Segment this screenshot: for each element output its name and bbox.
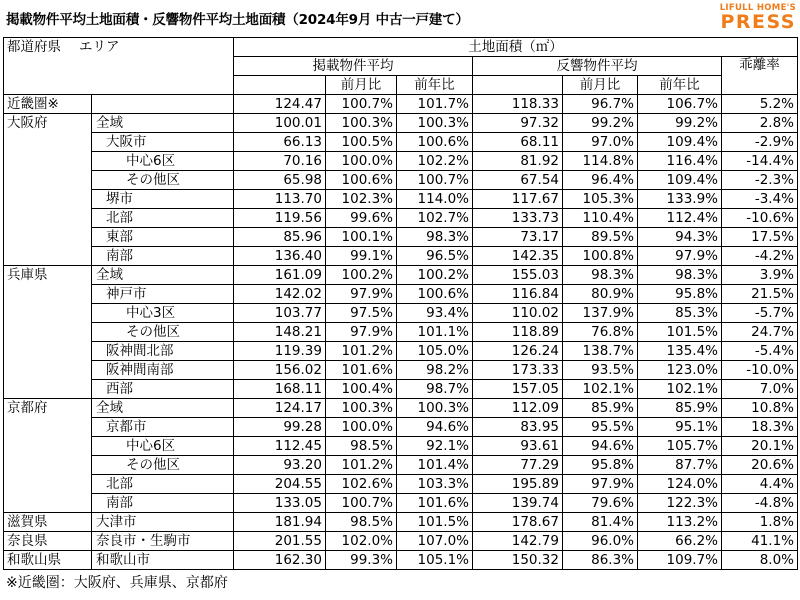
area-cell: 北部 <box>92 209 234 228</box>
listed-avg-cell: 100.01 <box>234 114 326 133</box>
listed-yoy-cell: 96.5% <box>397 247 473 266</box>
response-mom-cell: 110.4% <box>563 209 638 228</box>
header-row-3 <box>4 76 798 95</box>
listed-avg-cell: 65.98 <box>234 171 326 190</box>
header-blank-2 <box>4 76 234 95</box>
listed-avg-cell: 112.45 <box>234 437 326 456</box>
prefecture-cell <box>4 342 92 361</box>
listed-avg-cell: 85.96 <box>234 228 326 247</box>
listed-yoy-cell: 102.7% <box>397 209 473 228</box>
response-yoy-cell: 94.3% <box>638 228 722 247</box>
listed-mom-cell: 98.5% <box>326 513 397 532</box>
prefecture-cell <box>4 437 92 456</box>
prefecture-cell: 和歌山県 <box>4 551 92 570</box>
listed-mom-cell: 100.6% <box>326 171 397 190</box>
response-avg-cell: 73.17 <box>473 228 563 247</box>
listed-mom-cell: 100.7% <box>326 494 397 513</box>
divergence-cell: 17.5% <box>722 228 798 247</box>
response-mom-cell: 96.7% <box>563 95 638 114</box>
listed-avg-cell: 124.17 <box>234 399 326 418</box>
prefecture-cell: 奈良県 <box>4 532 92 551</box>
listed-yoy-cell: 101.5% <box>397 513 473 532</box>
response-avg-cell: 142.35 <box>473 247 563 266</box>
area-cell: 北部 <box>92 475 234 494</box>
listed-avg-cell: 201.55 <box>234 532 326 551</box>
table-row <box>4 380 798 399</box>
header-response: 反響物件平均 <box>473 57 722 76</box>
prefecture-cell: 滋賀県 <box>4 513 92 532</box>
response-avg-cell: 155.03 <box>473 266 563 285</box>
response-yoy-cell: 109.7% <box>638 551 722 570</box>
response-avg-cell: 81.92 <box>473 152 563 171</box>
listed-avg-cell: 133.05 <box>234 494 326 513</box>
response-mom-cell: 137.9% <box>563 304 638 323</box>
area-cell: 中心6区 <box>92 152 234 171</box>
response-mom-cell: 100.8% <box>563 247 638 266</box>
listed-mom-cell: 100.2% <box>326 266 397 285</box>
response-yoy-cell: 102.1% <box>638 380 722 399</box>
response-avg-cell: 93.61 <box>473 437 563 456</box>
prefecture-cell <box>4 228 92 247</box>
listed-mom-cell: 102.3% <box>326 190 397 209</box>
table-row <box>4 304 798 323</box>
page-title: 掲載物件平均土地面積・反響物件平均土地面積（2024年9月 中古一戸建て） <box>6 12 469 28</box>
area-cell: 全域 <box>92 114 234 133</box>
prefecture-cell <box>4 323 92 342</box>
divergence-cell: 10.8% <box>722 399 798 418</box>
response-avg-cell: 142.79 <box>473 532 563 551</box>
header-listed: 掲載物件平均 <box>234 57 473 76</box>
table-row <box>4 437 798 456</box>
footnote: ※近畿圏：大阪府、兵庫県、京都府 <box>6 575 228 591</box>
response-avg-cell: 116.84 <box>473 285 563 304</box>
response-yoy-cell: 95.1% <box>638 418 722 437</box>
listed-yoy-cell: 100.6% <box>397 285 473 304</box>
divergence-cell: -10.6% <box>722 209 798 228</box>
area-cell: 中心6区 <box>92 437 234 456</box>
area-cell: 南部 <box>92 494 234 513</box>
response-avg-cell: 126.24 <box>473 342 563 361</box>
listed-mom-cell: 102.6% <box>326 475 397 494</box>
listed-avg-cell: 204.55 <box>234 475 326 494</box>
response-yoy-cell: 105.7% <box>638 437 722 456</box>
listed-avg-cell: 162.30 <box>234 551 326 570</box>
response-yoy-cell: 85.9% <box>638 399 722 418</box>
lifull-press-logo <box>700 3 796 32</box>
response-mom-cell: 97.9% <box>563 475 638 494</box>
response-avg-cell: 195.89 <box>473 475 563 494</box>
listed-yoy-cell: 101.1% <box>397 323 473 342</box>
listed-yoy-cell: 100.7% <box>397 171 473 190</box>
response-yoy-cell: 109.4% <box>638 133 722 152</box>
divergence-cell: -4.2% <box>722 247 798 266</box>
divergence-cell: -5.7% <box>722 304 798 323</box>
table-row <box>4 114 798 133</box>
area-cell: 中心3区 <box>92 304 234 323</box>
divergence-cell: -2.3% <box>722 171 798 190</box>
area-cell: 神戸市 <box>92 285 234 304</box>
response-avg-cell: 118.89 <box>473 323 563 342</box>
table-row <box>4 133 798 152</box>
table-row <box>4 456 798 475</box>
response-mom-cell: 85.9% <box>563 399 638 418</box>
header-response-yoy: 前年比 <box>638 76 722 95</box>
listed-mom-cell: 100.4% <box>326 380 397 399</box>
response-avg-cell: 68.11 <box>473 133 563 152</box>
listed-yoy-cell: 100.6% <box>397 133 473 152</box>
divergence-cell: -5.4% <box>722 342 798 361</box>
table-row <box>4 418 798 437</box>
table-row <box>4 399 798 418</box>
response-yoy-cell: 66.2% <box>638 532 722 551</box>
listed-yoy-cell: 101.4% <box>397 456 473 475</box>
table-row <box>4 532 798 551</box>
listed-avg-cell: 136.40 <box>234 247 326 266</box>
prefecture-cell <box>4 190 92 209</box>
listed-mom-cell: 101.2% <box>326 456 397 475</box>
response-yoy-cell: 98.3% <box>638 266 722 285</box>
divergence-cell: 8.0% <box>722 551 798 570</box>
area-cell: 堺市 <box>92 190 234 209</box>
table-row <box>4 551 798 570</box>
response-avg-cell: 83.95 <box>473 418 563 437</box>
table-row <box>4 342 798 361</box>
listed-yoy-cell: 94.6% <box>397 418 473 437</box>
listed-avg-cell: 142.02 <box>234 285 326 304</box>
header-row-2 <box>4 57 798 76</box>
divergence-cell: 41.1% <box>722 532 798 551</box>
table-row <box>4 494 798 513</box>
prefecture-cell: 大阪府 <box>4 114 92 133</box>
prefecture-cell <box>4 361 92 380</box>
response-mom-cell: 89.5% <box>563 228 638 247</box>
response-avg-cell: 150.32 <box>473 551 563 570</box>
listed-mom-cell: 100.3% <box>326 114 397 133</box>
header-divergence: 乖離率 <box>722 57 798 95</box>
listed-mom-cell: 97.5% <box>326 304 397 323</box>
area-cell: 和歌山市 <box>92 551 234 570</box>
divergence-cell: -10.0% <box>722 361 798 380</box>
listed-yoy-cell: 102.2% <box>397 152 473 171</box>
area-cell: 阪神間南部 <box>92 361 234 380</box>
response-mom-cell: 94.6% <box>563 437 638 456</box>
table-row <box>4 171 798 190</box>
area-cell: 全域 <box>92 399 234 418</box>
listed-avg-cell: 70.16 <box>234 152 326 171</box>
area-cell: 奈良市・生駒市 <box>92 532 234 551</box>
header-listed-yoy: 前年比 <box>397 76 473 95</box>
header-land-area: 土地面積（㎡） <box>234 38 798 57</box>
response-avg-cell: 133.73 <box>473 209 563 228</box>
response-yoy-cell: 135.4% <box>638 342 722 361</box>
listed-yoy-cell: 105.0% <box>397 342 473 361</box>
listed-mom-cell: 99.1% <box>326 247 397 266</box>
response-mom-cell: 80.9% <box>563 285 638 304</box>
area-cell <box>92 95 234 114</box>
divergence-cell: -2.9% <box>722 133 798 152</box>
response-avg-cell: 157.05 <box>473 380 563 399</box>
listed-mom-cell: 100.3% <box>326 399 397 418</box>
area-cell: 京都市 <box>92 418 234 437</box>
response-mom-cell: 95.5% <box>563 418 638 437</box>
logo-bottom-text: PRESS <box>720 11 796 33</box>
response-yoy-cell: 122.3% <box>638 494 722 513</box>
area-cell: 大阪市 <box>92 133 234 152</box>
response-yoy-cell: 99.2% <box>638 114 722 133</box>
response-avg-cell: 112.09 <box>473 399 563 418</box>
listed-yoy-cell: 98.2% <box>397 361 473 380</box>
listed-yoy-cell: 98.3% <box>397 228 473 247</box>
area-cell: 南部 <box>92 247 234 266</box>
divergence-cell: 7.0% <box>722 380 798 399</box>
table-row <box>4 152 798 171</box>
response-yoy-cell: 95.8% <box>638 285 722 304</box>
listed-mom-cell: 97.9% <box>326 285 397 304</box>
listed-yoy-cell: 103.3% <box>397 475 473 494</box>
area-cell: 大津市 <box>92 513 234 532</box>
listed-yoy-cell: 98.7% <box>397 380 473 399</box>
prefecture-cell: 京都府 <box>4 399 92 418</box>
area-cell: 全域 <box>92 266 234 285</box>
response-yoy-cell: 101.5% <box>638 323 722 342</box>
response-yoy-cell: 116.4% <box>638 152 722 171</box>
listed-yoy-cell: 100.3% <box>397 114 473 133</box>
response-mom-cell: 102.1% <box>563 380 638 399</box>
divergence-cell: 20.6% <box>722 456 798 475</box>
response-yoy-cell: 133.9% <box>638 190 722 209</box>
table-row <box>4 190 798 209</box>
prefecture-cell <box>4 456 92 475</box>
divergence-cell: -4.8% <box>722 494 798 513</box>
prefecture-cell: 近畿圏※ <box>4 95 92 114</box>
listed-mom-cell: 100.1% <box>326 228 397 247</box>
prefecture-cell <box>4 380 92 399</box>
response-mom-cell: 138.7% <box>563 342 638 361</box>
response-avg-cell: 173.33 <box>473 361 563 380</box>
listed-mom-cell: 101.2% <box>326 342 397 361</box>
listed-mom-cell: 98.5% <box>326 437 397 456</box>
prefecture-cell: 兵庫県 <box>4 266 92 285</box>
table-row <box>4 247 798 266</box>
listed-yoy-cell: 114.0% <box>397 190 473 209</box>
listed-yoy-cell: 107.0% <box>397 532 473 551</box>
divergence-cell: 5.2% <box>722 95 798 114</box>
listed-mom-cell: 100.5% <box>326 133 397 152</box>
response-avg-cell: 77.29 <box>473 456 563 475</box>
response-yoy-cell: 87.7% <box>638 456 722 475</box>
listed-mom-cell: 97.9% <box>326 323 397 342</box>
listed-avg-cell: 113.70 <box>234 190 326 209</box>
listed-avg-cell: 124.47 <box>234 95 326 114</box>
response-mom-cell: 79.6% <box>563 494 638 513</box>
listed-avg-cell: 181.94 <box>234 513 326 532</box>
listed-avg-cell: 119.39 <box>234 342 326 361</box>
table-row <box>4 266 798 285</box>
response-mom-cell: 96.4% <box>563 171 638 190</box>
listed-mom-cell: 100.7% <box>326 95 397 114</box>
listed-yoy-cell: 92.1% <box>397 437 473 456</box>
table-row <box>4 209 798 228</box>
response-yoy-cell: 124.0% <box>638 475 722 494</box>
area-cell: 阪神間北部 <box>92 342 234 361</box>
header-prefecture-area <box>4 38 234 57</box>
header-response-mom: 前月比 <box>563 76 638 95</box>
response-avg-cell: 118.33 <box>473 95 563 114</box>
listed-avg-cell: 156.02 <box>234 361 326 380</box>
response-yoy-cell: 109.4% <box>638 171 722 190</box>
divergence-cell: 3.9% <box>722 266 798 285</box>
response-mom-cell: 97.0% <box>563 133 638 152</box>
prefecture-cell <box>4 171 92 190</box>
listed-yoy-cell: 100.3% <box>397 399 473 418</box>
table-row <box>4 323 798 342</box>
land-area-table <box>3 37 798 570</box>
response-avg-cell: 67.54 <box>473 171 563 190</box>
listed-avg-cell: 168.11 <box>234 380 326 399</box>
response-avg-cell: 139.74 <box>473 494 563 513</box>
response-mom-cell: 114.8% <box>563 152 638 171</box>
prefecture-cell <box>4 475 92 494</box>
prefecture-cell <box>4 209 92 228</box>
response-mom-cell: 96.0% <box>563 532 638 551</box>
divergence-cell: 18.3% <box>722 418 798 437</box>
listed-yoy-cell: 101.6% <box>397 494 473 513</box>
prefecture-cell <box>4 494 92 513</box>
response-mom-cell: 76.8% <box>563 323 638 342</box>
divergence-cell: 2.8% <box>722 114 798 133</box>
response-mom-cell: 86.3% <box>563 551 638 570</box>
header-area: エリア <box>79 38 120 55</box>
listed-yoy-cell: 101.7% <box>397 95 473 114</box>
response-yoy-cell: 85.3% <box>638 304 722 323</box>
response-yoy-cell: 123.0% <box>638 361 722 380</box>
listed-yoy-cell: 105.1% <box>397 551 473 570</box>
listed-mom-cell: 102.0% <box>326 532 397 551</box>
table-row <box>4 285 798 304</box>
header-prefecture: 都道府県 <box>7 38 61 55</box>
divergence-cell: 4.4% <box>722 475 798 494</box>
listed-mom-cell: 99.3% <box>326 551 397 570</box>
response-mom-cell: 81.4% <box>563 513 638 532</box>
listed-mom-cell: 99.6% <box>326 209 397 228</box>
response-yoy-cell: 97.9% <box>638 247 722 266</box>
prefecture-cell <box>4 418 92 437</box>
listed-avg-cell: 66.13 <box>234 133 326 152</box>
listed-avg-cell: 99.28 <box>234 418 326 437</box>
table-row <box>4 361 798 380</box>
response-mom-cell: 98.3% <box>563 266 638 285</box>
response-avg-cell: 178.67 <box>473 513 563 532</box>
listed-avg-cell: 103.77 <box>234 304 326 323</box>
listed-yoy-cell: 100.2% <box>397 266 473 285</box>
table-row <box>4 475 798 494</box>
header-row-1 <box>4 38 798 57</box>
divergence-cell: 20.1% <box>722 437 798 456</box>
listed-yoy-cell: 93.4% <box>397 304 473 323</box>
prefecture-cell <box>4 152 92 171</box>
divergence-cell: -14.4% <box>722 152 798 171</box>
response-avg-cell: 117.67 <box>473 190 563 209</box>
prefecture-cell <box>4 285 92 304</box>
listed-avg-cell: 119.56 <box>234 209 326 228</box>
table-row <box>4 228 798 247</box>
listed-avg-cell: 161.09 <box>234 266 326 285</box>
response-mom-cell: 99.2% <box>563 114 638 133</box>
response-yoy-cell: 113.2% <box>638 513 722 532</box>
divergence-cell: -3.4% <box>722 190 798 209</box>
response-yoy-cell: 106.7% <box>638 95 722 114</box>
listed-mom-cell: 100.0% <box>326 418 397 437</box>
header-response-blank <box>473 76 563 95</box>
header-listed-blank <box>234 76 326 95</box>
listed-mom-cell: 101.6% <box>326 361 397 380</box>
area-cell: その他区 <box>92 171 234 190</box>
header-blank <box>4 57 234 76</box>
prefecture-cell <box>4 304 92 323</box>
response-mom-cell: 93.5% <box>563 361 638 380</box>
prefecture-cell <box>4 133 92 152</box>
response-yoy-cell: 112.4% <box>638 209 722 228</box>
divergence-cell: 1.8% <box>722 513 798 532</box>
listed-avg-cell: 93.20 <box>234 456 326 475</box>
logo-top-text: LIFULL HOME'S <box>719 3 796 13</box>
table-row <box>4 513 798 532</box>
header-listed-mom: 前月比 <box>326 76 397 95</box>
table-row <box>4 95 798 114</box>
listed-avg-cell: 148.21 <box>234 323 326 342</box>
area-cell: 東部 <box>92 228 234 247</box>
divergence-cell: 24.7% <box>722 323 798 342</box>
area-cell: その他区 <box>92 323 234 342</box>
listed-mom-cell: 100.0% <box>326 152 397 171</box>
prefecture-cell <box>4 247 92 266</box>
response-avg-cell: 110.02 <box>473 304 563 323</box>
divergence-cell: 21.5% <box>722 285 798 304</box>
response-mom-cell: 105.3% <box>563 190 638 209</box>
response-mom-cell: 95.8% <box>563 456 638 475</box>
area-cell: 西部 <box>92 380 234 399</box>
response-avg-cell: 97.32 <box>473 114 563 133</box>
area-cell: その他区 <box>92 456 234 475</box>
